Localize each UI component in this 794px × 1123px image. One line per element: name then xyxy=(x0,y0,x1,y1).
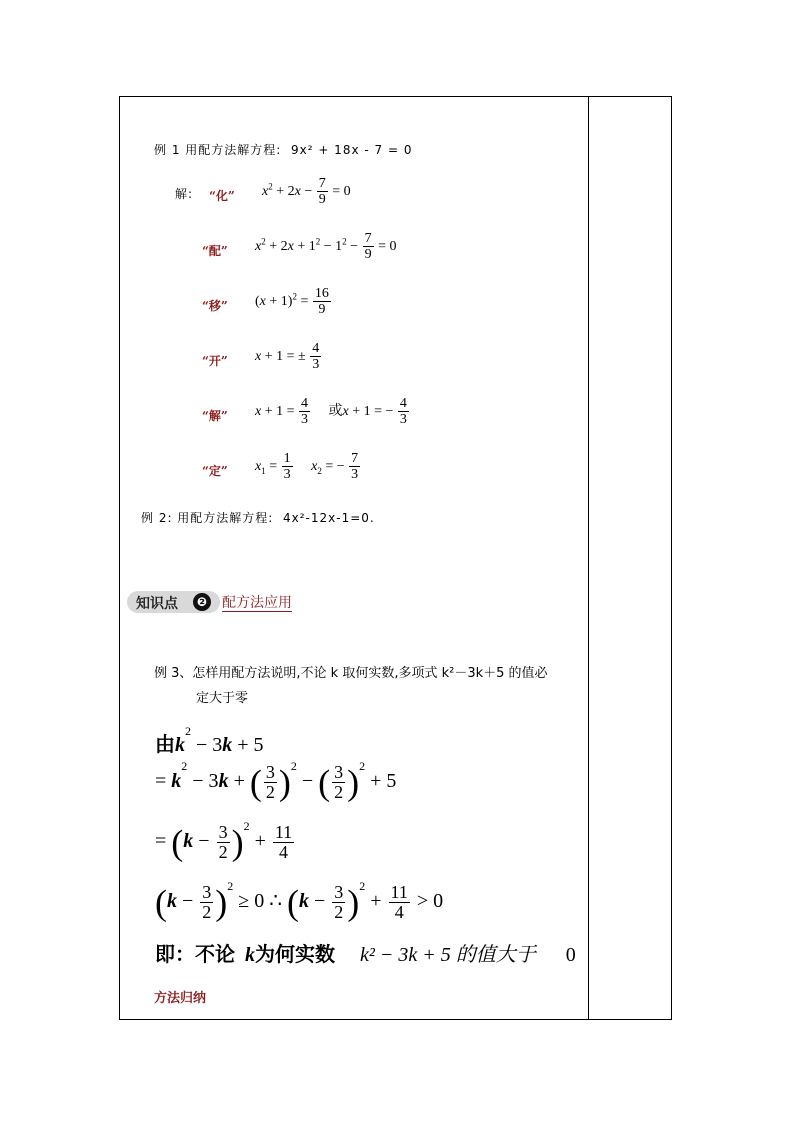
badge-label: 知识点 xyxy=(136,596,178,612)
step-yi-expr: $(x + 1)^2$ = $\frac{16}{9}$ xyxy=(255,286,329,318)
step-kai-expr: x + 1 = ± $\frac{4}{3}$ xyxy=(255,341,320,373)
step-hua-expr: $x^2 + 2x$ − $\frac{7}{9}$ = 0 xyxy=(262,176,351,208)
example2-equation: 4x²-12x-1=0. xyxy=(283,511,375,525)
step-pei-expr: $x^2 + 2x + 1^2 - 1^2$ − $\frac{7}{9}$ = 0 xyxy=(255,231,397,263)
step-pei: “配” xyxy=(202,244,228,258)
column-divider xyxy=(588,97,589,1019)
proof-line-4: (k − $\frac{3}{2}$ )$^2$ ≥ 0 ∴ (k − $\frac{3}{2}$ )$^2$ + $\frac{11}{4}$ > 0 xyxy=(155,879,444,923)
step-jie: “解” xyxy=(202,409,228,423)
example3-line1: 例 3、怎样用配方法说明,不论 k 取何实数,多项式 k²－3k＋5 的值必 xyxy=(154,666,548,681)
method-summary-label: 方法归纳 xyxy=(154,991,207,1006)
proof-line-2: = $k^2 - 3k$ + ( $\frac{3}{2}$ )$^2$ − ( $\frac{3}{2}$ )$^2$ + 5 xyxy=(155,759,397,803)
step-jie-expr: x + 1 = $\frac{4}{3}$ 或x + 1 = − $\frac{4}{3}$ xyxy=(255,396,407,428)
step-ding-expr: $x_1$ = $\frac{1}{3}$ $x_2$ = − $\frac{7}{3}$ xyxy=(255,451,359,483)
badge-number: ❷ xyxy=(193,593,211,611)
example3-line2: 定大于零 xyxy=(196,691,249,706)
example1-equation: 9x² + 18x - 7 = 0 xyxy=(290,143,413,157)
solution-label: 解: xyxy=(175,187,194,201)
proof-line-3: = (k − $\frac{3}{2}$ )$^2$ + $\frac{11}{4}$ xyxy=(155,819,293,863)
proof-line-1: 由$k^2 - 3k + 5$ xyxy=(155,724,264,756)
example2-label: 例 2: 用配方法解方程: 4x²-12x-1=0. xyxy=(141,511,375,525)
knowledge-point-badge xyxy=(127,591,220,613)
step-kai: “开” xyxy=(202,354,228,368)
step-ding: “定” xyxy=(202,464,228,478)
example1-label: 例 1 用配方法解方程: 9x² + 18x - 7 = 0 xyxy=(154,143,413,157)
proof-line-5: 即：不论 k为何实数 k² − 3k + 5 的值大于 0 xyxy=(155,944,576,966)
step-yi: “移” xyxy=(202,299,228,313)
step-hua: “化” xyxy=(209,189,235,203)
section-title[interactable]: 配方法应用 xyxy=(222,595,292,611)
